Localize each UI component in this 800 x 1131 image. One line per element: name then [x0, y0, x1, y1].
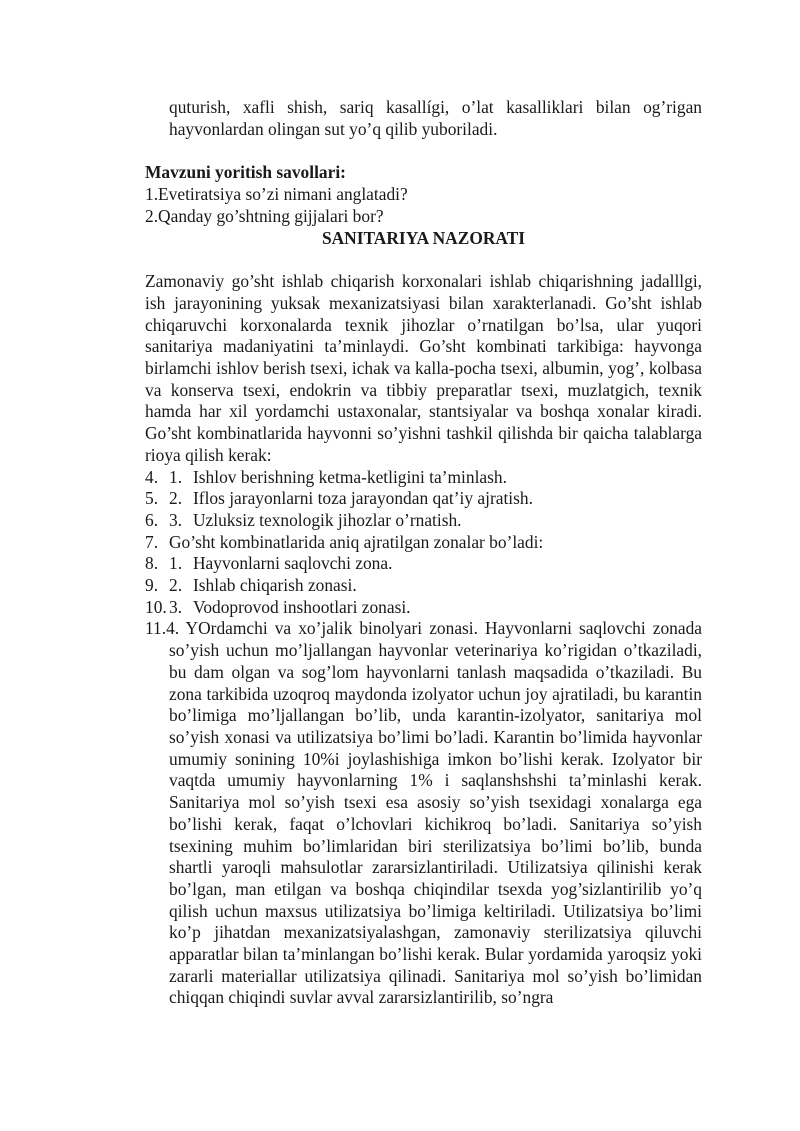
list-number: 5. — [145, 488, 159, 509]
section-title: SANITARIYA NAZORATI — [321, 227, 526, 248]
list-number: 10. — [145, 596, 167, 617]
list-subnumber: 1. — [169, 466, 183, 487]
list-text: Go’sht kombinatlarida aniq ajratilgan zonalar bo’ladi: — [169, 531, 544, 552]
list-number: 4. — [145, 466, 159, 487]
list-item — [145, 575, 702, 597]
list-text: YOrdamchi va xo’jalik binolyari zonasi. Hayvonlarni saqlovchi zonada so’yish uchun mo’ljallangan hayvonlar veterinariya ko’rigidan o’tkaziladi, bu dam olgan va sog’lom hayvonlarni tanlash maqsadida o’tkaziladi. Bu zona tarkibida uzoqroq maydonda izolyator uchun joy ajratiladi, bu karantin bo’limiga mo’ljallangan bo’lib, unda karantin-izolyator, sanitariya mol so’yish xonasi va utilizatsiya bo’limi bo’ladi. Karantin bo’limida hayvonlar umumiy sonining 10%i joylashishiga imkon bo’lishi kerak. Izolyator bir vaqtda umumiy hayvonlarning 1% i saqlanshshshi ta’minlashi kerak. Sanitariya mol so’yish tsexi esa asosiy so’yish tsexidagi xonalarga ega bo’lishi kerak, faqat o’lchovlari kichikroq bo’ladi. Sanitariya so’yish tsexining muhim bo’limlaridan biri sterilizatsiya bo’limi bo’lib, bunda shartli yaroqli mahsulotlar zararsizlantiriladi. Utilizatsiya qilinishi kerak bo’lgan, man etilgan va boshqa chiqindilar tsexda yog’sizlantirilib yo’q qilish uchun maxsus utilizatsiya bo’limiga keltiriladi. Utilizatsiya bo’limi ko’p jihatdan mexanizatsiyalashgan, zamonaviy sterilizatsiya qiluvchi apparatlar bilan ta’minlangan bo’lishi kerak. Bular yordamida yaroqsiz yoki zararli materiallar utilizatsiya qilinadi. Sanitariya mol so’yish bo’limidan chiqqan chiqindi suvlar avval zararsizlantirilib, so’ngra — [169, 618, 702, 1008]
list-text: Ishlov berishning ketma-ketligini ta’minlash. — [193, 466, 507, 487]
questions-heading: Mavzuni yoritish savollari: — [145, 162, 346, 183]
intro-paragraph: Zamonaviy go’sht ishlab chiqarish korxonalari ishlab chiqarishning jadalllgi, ish jarayonining yuksak mexanizatsiyasi bilan xarakterlanadi. Go’sht ishlab chiqaruvchi korxonalarda texnik jihozlar o’rnatilgan bo’lsa, ular yuqori sanitariya madaniyatini ta’minlaydi. Go’sht kombinati tarkibiga: hayvonga birlamchi ishlov berish tsexi, ichak va kalla-pocha tsexi, albumin, yog’, kolbasa va konserva tsexi, endokrin va tibbiy preparatlar tsexi, muzlatgich, texnik hamda har xil yordamchi ustaxonalar, stantsiyalar va boshqa xonalar kiradi. Go’sht kombinatlarida hayvonni so’yishni tashkil qilishda bir qaicha talablarga rioya qilish kerak: — [145, 271, 702, 465]
list-text: Vodoprovod inshootlari zonasi. — [193, 596, 411, 617]
list-item — [145, 510, 702, 532]
list-number: 7. — [145, 531, 159, 552]
question-item: 1.Evetiratsiya so’zi nimani anglatadi? — [145, 184, 408, 205]
list-text: Hayvonlarni saqlovchi zona. — [193, 553, 393, 574]
list-subnumber: 3. — [169, 509, 183, 530]
list-subnumber: 2. — [169, 575, 183, 596]
list-subnumber: 2. — [169, 488, 183, 509]
continuation-paragraph: quturish, xafli shish, sariq kasallígi, o’lat kasalliklari bilan og’rigan hayvonlardan olingan sut yo’q qilib yuboriladi. — [169, 97, 702, 139]
list-text: Uzluksiz texnologik jihozlar o’rnatish. — [193, 509, 462, 530]
list-item — [145, 467, 702, 489]
list-item — [145, 532, 702, 554]
list-item — [145, 488, 702, 510]
list-number: 8. — [145, 553, 159, 574]
list-item — [145, 553, 702, 575]
list-text: Iflos jarayonlarni toza jarayondan qat’iy ajratish. — [193, 488, 533, 509]
long-list-item — [145, 618, 702, 1009]
list-subnumber: 3. — [169, 596, 183, 617]
list-number: 11.4. — [145, 618, 180, 639]
list-number: 6. — [145, 509, 159, 530]
document-page — [145, 97, 702, 1009]
list-item — [145, 597, 702, 619]
numbered-list — [145, 467, 702, 619]
list-subnumber: 1. — [169, 553, 183, 574]
question-item: 2.Qanday go’shtning gijjalari bor? — [145, 205, 384, 226]
list-number: 9. — [145, 575, 159, 596]
list-text: Ishlab chiqarish zonasi. — [193, 575, 357, 596]
